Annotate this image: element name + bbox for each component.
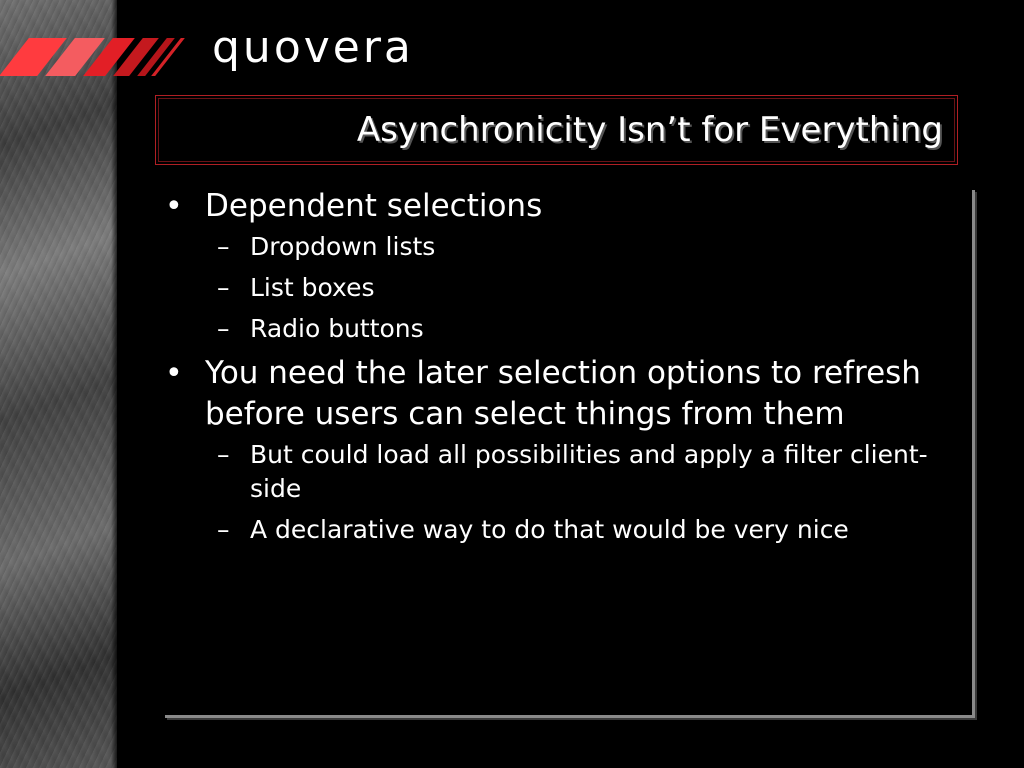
sub-bullet-item — [165, 271, 955, 305]
bullet-text: You need the later selection options to refresh before users can select things from them — [205, 355, 921, 432]
sub-bullet-text: Dropdown lists — [250, 232, 436, 261]
bullet-item — [165, 186, 955, 227]
sub-bullet-text: But could load all possibilities and apply a filter client-side — [250, 440, 928, 503]
sub-bullet-item — [165, 312, 955, 346]
sub-bullet-text: A declarative way to do that would be very nice — [250, 515, 849, 544]
sub-bullet-glyph: – — [217, 440, 230, 469]
sub-bullet-item — [165, 513, 955, 547]
sub-bullet-glyph: – — [217, 232, 230, 261]
bullet-text: Dependent selections — [205, 188, 543, 224]
bullet-item — [165, 353, 955, 435]
side-texture-panel — [0, 0, 117, 768]
title-box — [155, 95, 958, 165]
bullet-glyph: • — [165, 356, 183, 391]
sub-bullet-item — [165, 230, 955, 264]
logo-stripes — [0, 38, 205, 76]
sub-bullet-glyph: – — [217, 314, 230, 343]
sub-bullet-text: List boxes — [250, 273, 375, 302]
logo-wordmark: quovera — [212, 22, 414, 73]
sub-bullet-item — [165, 438, 955, 506]
sub-bullet-glyph: – — [217, 515, 230, 544]
sub-bullet-text: Radio buttons — [250, 314, 424, 343]
slide-content — [165, 186, 955, 554]
bullet-glyph: • — [165, 189, 183, 224]
sub-bullet-glyph: – — [217, 273, 230, 302]
slide-title: Asynchronicity Isn’t for Everything — [356, 110, 943, 150]
